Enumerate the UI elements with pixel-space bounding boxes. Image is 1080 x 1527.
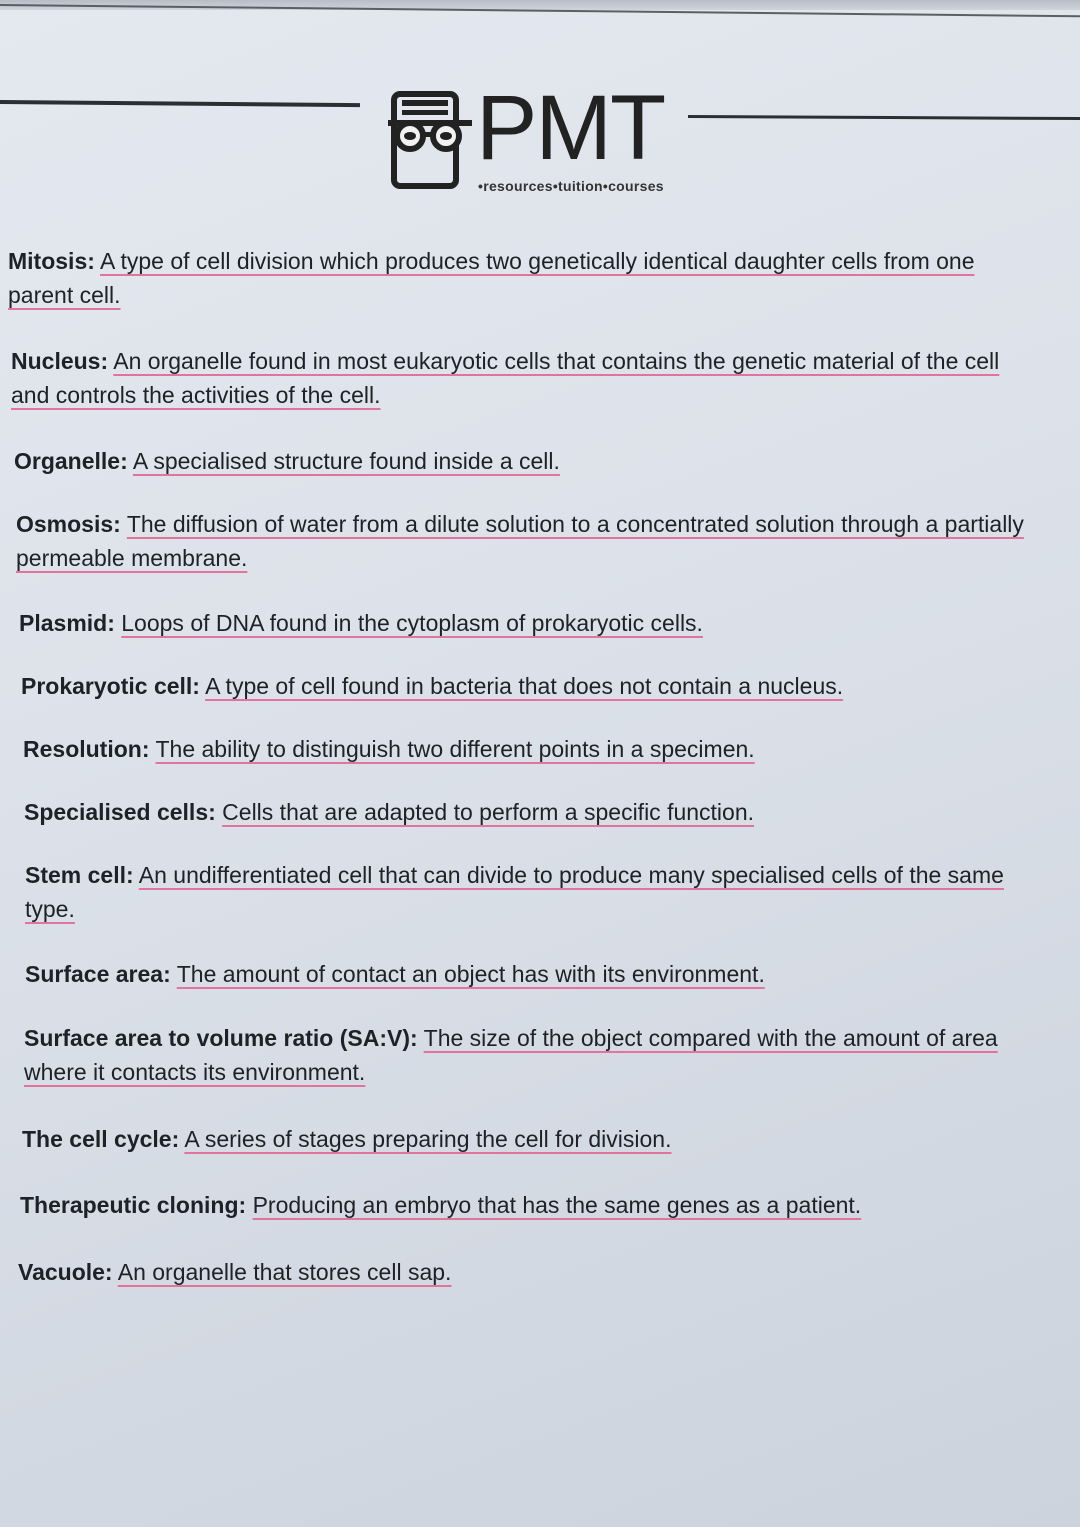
glossary-definition: An organelle found in most eukaryotic cells that contains the genetic material of the cell and controls the activities of the cell.	[11, 348, 1000, 408]
glossary-term: Osmosis:	[16, 511, 121, 537]
glossary-entry-nucleus	[11, 344, 1041, 412]
glossary-definition: An organelle that stores cell sap.	[117, 1259, 452, 1285]
glossary-term: Therapeutic cloning:	[20, 1192, 247, 1218]
glossary-term: Vacuole:	[18, 1259, 113, 1285]
pmt-logo-text: PMT	[476, 77, 665, 179]
glossary-entry-plasmid	[19, 606, 1049, 640]
glossary-entry-resolution	[23, 732, 1053, 766]
glossary-term: Surface area:	[25, 961, 171, 987]
glossary-term: Mitosis:	[8, 248, 95, 274]
glossary-entry-osmosis	[16, 507, 1046, 575]
glossary-term: Plasmid:	[19, 610, 115, 636]
glossary-definition: A series of stages preparing the cell for division.	[184, 1126, 672, 1152]
glossary-definition: The amount of contact an object has with its environment.	[176, 961, 765, 987]
pmt-tagline: •resources•tuition•courses	[478, 178, 664, 194]
glossary-entry-cell-cycle	[22, 1122, 1052, 1156]
glossary-entry-therapeutic-cloning	[20, 1188, 1050, 1222]
glossary-entry-organelle	[14, 444, 1044, 478]
glossary-definition: The ability to distinguish two different points in a specimen.	[155, 736, 755, 762]
glossary-definition: An undifferentiated cell that can divide to produce many specialised cells of the same type.	[25, 862, 1004, 922]
glossary-definition: A type of cell division which produces two genetically identical daughter cells from one parent cell.	[8, 248, 975, 308]
glossary-definition: The size of the object compared with the amount of area where it contacts its environment.	[24, 1025, 998, 1085]
glossary-entry-surface-area	[25, 957, 1055, 991]
glossary-entry-sa-v-ratio	[24, 1021, 1054, 1089]
glossary-entry-specialised-cells	[24, 795, 1054, 829]
glossary-definition: Producing an embryo that has the same genes as a patient.	[252, 1192, 862, 1218]
glossary-entry-prokaryotic-cell	[21, 669, 1051, 703]
glossary-definition: Loops of DNA found in the cytoplasm of prokaryotic cells.	[121, 610, 703, 636]
glossary-definition: The diffusion of water from a dilute solution to a concentrated solution through a partially permeable membrane.	[16, 511, 1024, 571]
glossary-term: Nucleus:	[11, 348, 109, 374]
glossary-term: Surface area to volume ratio (SA:V):	[24, 1025, 418, 1051]
glossary-entry-mitosis	[8, 244, 1038, 312]
glossary-definition: Cells that are adapted to perform a specific function.	[222, 799, 755, 825]
glossary-term: The cell cycle:	[22, 1126, 180, 1152]
glossary-term: Specialised cells:	[24, 799, 216, 825]
glossary-term: Organelle:	[14, 448, 128, 474]
glossary-definition: A type of cell found in bacteria that does not contain a nucleus.	[205, 673, 844, 699]
glossary-term: Resolution:	[23, 736, 150, 762]
glossary-term: Stem cell:	[25, 862, 134, 888]
glossary-entry-vacuole	[18, 1255, 1048, 1289]
glossary-term: Prokaryotic cell:	[21, 673, 200, 699]
glossary-entry-stem-cell	[25, 858, 1055, 926]
glossary-definition: A specialised structure found inside a cell.	[132, 448, 560, 474]
